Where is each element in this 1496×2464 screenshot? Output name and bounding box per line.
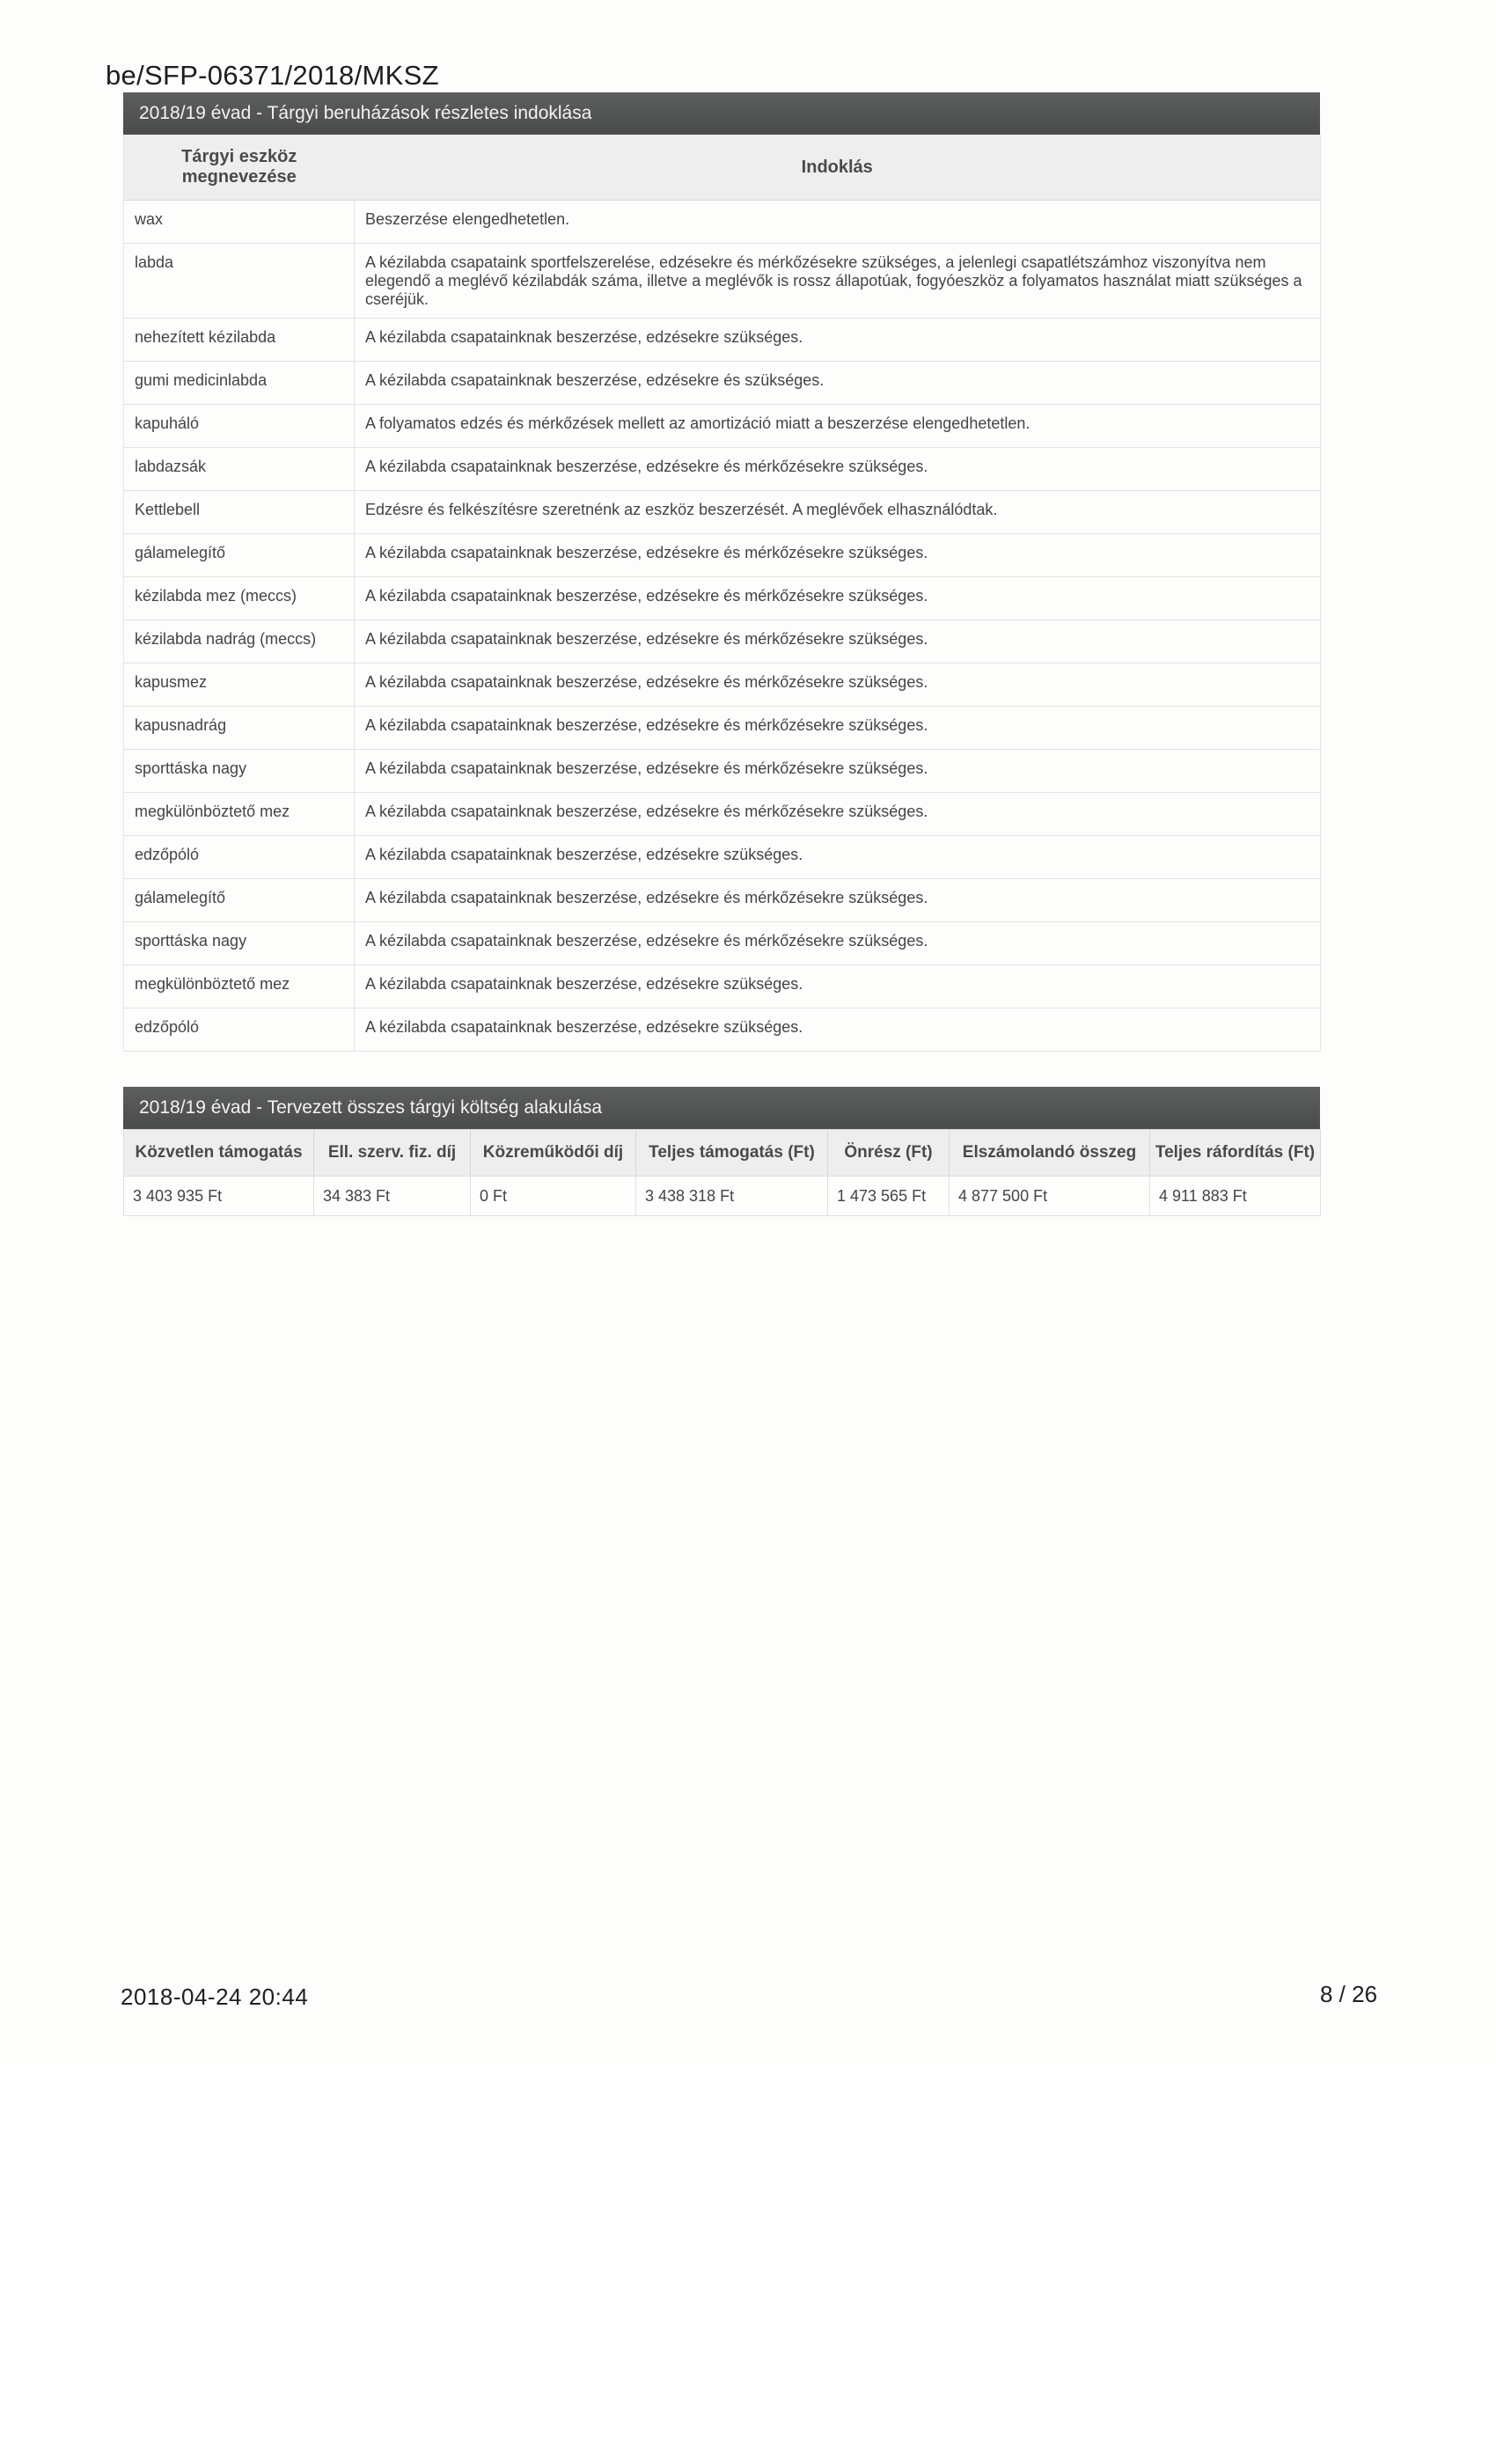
section-title-cost-summary: 2018/19 évad - Tervezett összes tárgyi költség alakulása <box>123 1087 1320 1129</box>
asset-name: kézilabda nadrág (meccs) <box>124 620 355 664</box>
column-header-justification: Indoklás <box>355 135 1321 201</box>
asset-name: megkülönböztető mez <box>124 793 355 836</box>
table-row <box>124 448 1321 491</box>
asset-name: sporttáska nagy <box>124 922 355 965</box>
table-row <box>124 534 1321 577</box>
asset-justification: Beszerzése elengedhetetlen. <box>355 201 1321 244</box>
asset-justification: A kézilabda csapatainknak beszerzése, edzésekre és mérkőzésekre szükséges. <box>355 620 1321 664</box>
document-id: be/SFP-06371/2018/MKSZ <box>106 60 439 91</box>
asset-name: Kettlebell <box>124 491 355 534</box>
asset-justification: A kézilabda csapatainknak beszerzése, edzésekre szükséges. <box>355 1008 1321 1052</box>
column-header-contributor-fee: Közreműködői díj <box>471 1130 636 1177</box>
table-row <box>124 750 1321 793</box>
table-row <box>124 201 1321 244</box>
asset-name: gálamelegítő <box>124 879 355 922</box>
asset-name: labdazsák <box>124 448 355 491</box>
asset-justification: A kézilabda csapatainknak beszerzése, edzésekre és mérkőzésekre szükséges. <box>355 793 1321 836</box>
asset-justification: A kézilabda csapatainknak beszerzése, edzésekre és mérkőzésekre szükséges. <box>355 577 1321 620</box>
cost-summary-table <box>123 1129 1321 1216</box>
own-contribution-value: 1 473 565 Ft <box>828 1177 950 1216</box>
table-row <box>124 1177 1321 1216</box>
column-header-control-fee: Ell. szerv. fiz. díj <box>314 1130 471 1177</box>
table-row <box>124 362 1321 405</box>
table-row <box>124 707 1321 750</box>
contributor-fee-value: 0 Ft <box>471 1177 636 1216</box>
asset-justification: A folyamatos edzés és mérkőzések mellett az amortizáció miatt a beszerzése elengedhetetlen. <box>355 405 1321 448</box>
asset-justification: A kézilabda csapatainknak beszerzése, edzésekre és mérkőzésekre szükséges. <box>355 750 1321 793</box>
asset-justification: A kézilabda csapatainknak beszerzése, edzésekre és mérkőzésekre szükséges. <box>355 922 1321 965</box>
column-header-asset-name: Tárgyi eszköz megnevezése <box>124 135 355 201</box>
asset-name: kapusnadrág <box>124 707 355 750</box>
control-fee-value: 34 383 Ft <box>314 1177 471 1216</box>
asset-justification: A kézilabda csapatainknak beszerzése, edzésekre és mérkőzésekre szükséges. <box>355 534 1321 577</box>
asset-name: sporttáska nagy <box>124 750 355 793</box>
table-row <box>124 405 1321 448</box>
asset-justification: A kézilabda csapatainknak beszerzése, edzésekre és mérkőzésekre szükséges. <box>355 707 1321 750</box>
asset-justification: A kézilabda csapatainknak beszerzése, edzésekre és szükséges. <box>355 362 1321 405</box>
table-row <box>124 244 1321 319</box>
asset-justification: A kézilabda csapatainknak beszerzése, edzésekre szükséges. <box>355 319 1321 362</box>
asset-name: wax <box>124 201 355 244</box>
column-header-own-contribution: Önrész (Ft) <box>828 1130 950 1177</box>
asset-name: nehezített kézilabda <box>124 319 355 362</box>
total-support-value: 3 438 318 Ft <box>636 1177 828 1216</box>
asset-name: kapuháló <box>124 405 355 448</box>
asset-justification-table <box>123 135 1321 1052</box>
table-row <box>124 664 1321 707</box>
asset-justification: A kézilabda csapatainknak beszerzése, edzésekre szükséges. <box>355 836 1321 879</box>
accountable-amount-value: 4 877 500 Ft <box>950 1177 1150 1216</box>
section-title-asset-justification: 2018/19 évad - Tárgyi beruházások részletes indoklása <box>123 92 1320 135</box>
table-row <box>124 1008 1321 1052</box>
asset-name: kapusmez <box>124 664 355 707</box>
column-header-total-support: Teljes támogatás (Ft) <box>636 1130 828 1177</box>
asset-name: gumi medicinlabda <box>124 362 355 405</box>
asset-justification: Edzésre és felkészítésre szeretnénk az eszköz beszerzését. A meglévőek elhasználódtak. <box>355 491 1321 534</box>
column-header-total-expenditure: Teljes ráfordítás (Ft) <box>1150 1130 1321 1177</box>
asset-name: edzőpóló <box>124 836 355 879</box>
table-row <box>124 879 1321 922</box>
asset-name: gálamelegítő <box>124 534 355 577</box>
direct-support-value: 3 403 935 Ft <box>124 1177 314 1216</box>
asset-name: edzőpóló <box>124 1008 355 1052</box>
asset-justification: A kézilabda csapatainknak beszerzése, edzésekre szükséges. <box>355 965 1321 1008</box>
page-number: 8 / 26 <box>1320 1981 1378 2007</box>
asset-name: kézilabda mez (meccs) <box>124 577 355 620</box>
table-row <box>124 577 1321 620</box>
table-row <box>124 620 1321 664</box>
table-row <box>124 965 1321 1008</box>
total-expenditure-value: 4 911 883 Ft <box>1150 1177 1321 1216</box>
table-row <box>124 922 1321 965</box>
table-row <box>124 793 1321 836</box>
footer-datetime: 2018-04-24 20:44 <box>121 1984 309 2010</box>
column-header-direct-support: Közvetlen támogatás <box>124 1130 314 1177</box>
table-row <box>124 491 1321 534</box>
asset-name: megkülönböztető mez <box>124 965 355 1008</box>
asset-name: labda <box>124 244 355 319</box>
asset-justification: A kézilabda csapatainknak beszerzése, edzésekre és mérkőzésekre szükséges. <box>355 879 1321 922</box>
asset-justification: A kézilabda csapatainknak beszerzése, edzésekre és mérkőzésekre szükséges. <box>355 448 1321 491</box>
table-row <box>124 319 1321 362</box>
asset-justification: A kézilabda csapatainknak beszerzése, edzésekre és mérkőzésekre szükséges. <box>355 664 1321 707</box>
column-header-accountable-amount: Elszámolandó összeg <box>950 1130 1150 1177</box>
asset-justification: A kézilabda csapataink sportfelszerelése, edzésekre és mérkőzésekre szükséges, a jelenlegi csapatlétszámhoz viszonyítva nem elegendő a meglévő kézilabdák száma, illetve a meglévők is rossz állapotúak, fogyóeszköz a folyamatos használat miatt szükséges a cseréjük. <box>355 244 1321 319</box>
table-row <box>124 836 1321 879</box>
